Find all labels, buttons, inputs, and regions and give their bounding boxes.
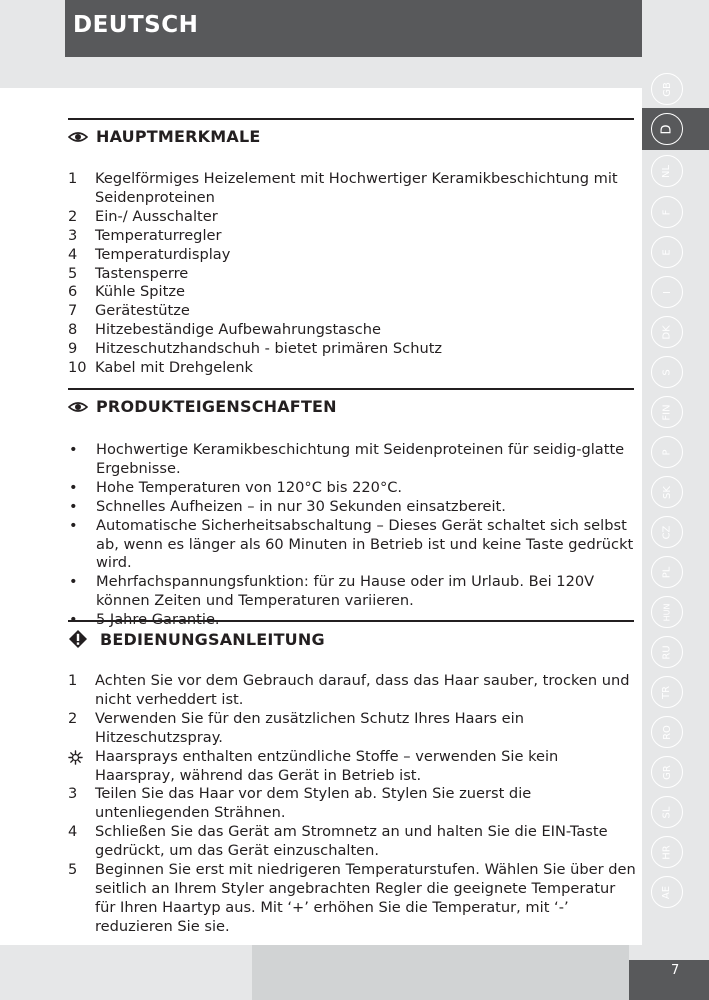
list-item: • Hohe Temperaturen von 120°C bis 220°C. (69, 478, 403, 496)
footer-band (252, 945, 629, 1000)
section-divider (68, 118, 634, 120)
page-title: DEUTSCH (73, 12, 199, 38)
page-number-box (629, 960, 709, 1000)
bullet-icon: • (69, 573, 78, 591)
list-item: • Mehrfachspannungsfunktion: für zu Hause oder im Urlaub. Bei 120V können Zeiten und Temperaturen variieren. (69, 573, 595, 610)
section-heading-properties: PRODUKTEIGENSCHAFTEN (68, 397, 337, 416)
lang-tab-gr[interactable]: GR (651, 756, 683, 788)
lang-tab-pl[interactable]: PL (651, 556, 683, 588)
lang-tab-tr[interactable]: TR (651, 676, 683, 708)
eye-icon (68, 131, 88, 143)
list-item: • Schnelles Aufheizen – in nur 30 Sekunden einsatzbereit. (69, 497, 506, 515)
lang-tab-sk[interactable]: SK (651, 476, 683, 508)
lang-tab-p[interactable]: P (651, 436, 683, 468)
lang-tab-f[interactable]: F (651, 196, 683, 228)
lang-tab-d[interactable]: D (651, 113, 683, 145)
properties-list (68, 441, 638, 630)
flammable-warning-icon (68, 750, 83, 765)
header-bar (65, 0, 642, 57)
list-item: 4 Schließen Sie das Gerät am Stromnetz an und halten Sie die EIN-Taste gedrückt, um das Gerät einzuschalten. (68, 823, 608, 860)
list-item: 1 Achten Sie vor dem Gebrauch darauf, dass das Haar sauber, trocken und nicht verheddert ist. (68, 672, 630, 708)
lang-tab-nl[interactable]: NL (651, 155, 683, 187)
list-item: 10 Kabel mit Drehgelenk (68, 359, 253, 377)
list-item: 3 Temperaturregler (68, 226, 222, 244)
list-item: 2 Ein-/ Ausschalter (68, 207, 218, 225)
list-item: 5 Beginnen Sie erst mit niedrigeren Temperaturstufen. Wählen Sie über den seitlich an Ihrem Styler angebrachten Regler die geeignete Temperatur für Ihren Haartyp aus. Mit ‘+’ erhöhen Sie die Temperatur, mit ‘-’ reduzieren Sie sie. (68, 861, 636, 935)
list-item: 5 Tastensperre (68, 264, 189, 282)
section-heading-instructions: BEDIENUNGSANLEITUNG (68, 629, 325, 649)
list-item: 4 Temperaturdisplay (68, 245, 231, 263)
features-list (68, 170, 638, 378)
page-number: 7 (671, 963, 680, 978)
list-item: 3 Teilen Sie das Haar vor dem Stylen ab. Stylen Sie zuerst die untenliegenden Strähnen. (68, 785, 532, 822)
lang-tab-ru[interactable]: RU (651, 636, 683, 668)
list-item: 8 Hitzebeständige Aufbewahrungstasche (68, 321, 381, 339)
lang-tab-hr[interactable]: HR (651, 836, 683, 868)
bullet-icon: • (69, 497, 78, 515)
list-item: 1 Kegelförmiges Heizelement mit Hochwertiger Keramikbeschichtung mit Seidenproteinen (68, 170, 618, 206)
lang-tab-ae[interactable]: AE (651, 876, 683, 908)
list-item: • Automatische Sicherheitsabschaltung – Dieses Gerät schaltet sich selbst ab, wenn es länger als 60 Minuten in Betrieb ist und keine Taste gedrückt wird. (69, 516, 634, 572)
lang-tab-ro[interactable]: RO (651, 716, 683, 748)
list-item: 6 Kühle Spitze (68, 283, 185, 301)
lang-tab-cz[interactable]: CZ (651, 516, 683, 548)
section-divider (68, 388, 634, 390)
lang-tab-fin[interactable]: FIN (651, 396, 683, 428)
list-item: Haarsprays enthalten entzündliche Stoffe – verwenden Sie kein Haarspray, während das Gerät in Betrieb ist. (68, 748, 638, 786)
lang-tab-gb[interactable]: GB (651, 73, 683, 105)
instructions-list (68, 672, 638, 937)
section-heading-features: HAUPTMERKMALE (68, 127, 261, 146)
lang-tab-dk[interactable]: DK (651, 316, 683, 348)
lang-tab-sl[interactable]: SL (651, 796, 683, 828)
bullet-icon: • (69, 478, 78, 496)
list-item: 9 Hitzeschutzhandschuh - bietet primären Schutz (68, 340, 443, 358)
lang-tab-s[interactable]: S (651, 356, 683, 388)
lang-tab-e[interactable]: E (651, 236, 683, 268)
list-item: 7 Gerätestütze (68, 302, 190, 320)
warning-icon (68, 629, 88, 649)
bullet-icon: • (69, 516, 78, 534)
eye-icon (68, 401, 88, 413)
section-divider (68, 620, 634, 622)
list-item: 2 Verwenden Sie für den zusätzlichen Schutz Ihres Haars ein Hitzeschutzspray. (68, 709, 524, 746)
bullet-icon: • (69, 441, 78, 458)
lang-tab-i[interactable]: I (651, 276, 683, 308)
lang-tab-hun[interactable]: HUN (651, 596, 683, 628)
list-item: • Hochwertige Keramikbeschichtung mit Seidenproteinen für seidig-glatte Ergebnisse. (69, 441, 625, 477)
